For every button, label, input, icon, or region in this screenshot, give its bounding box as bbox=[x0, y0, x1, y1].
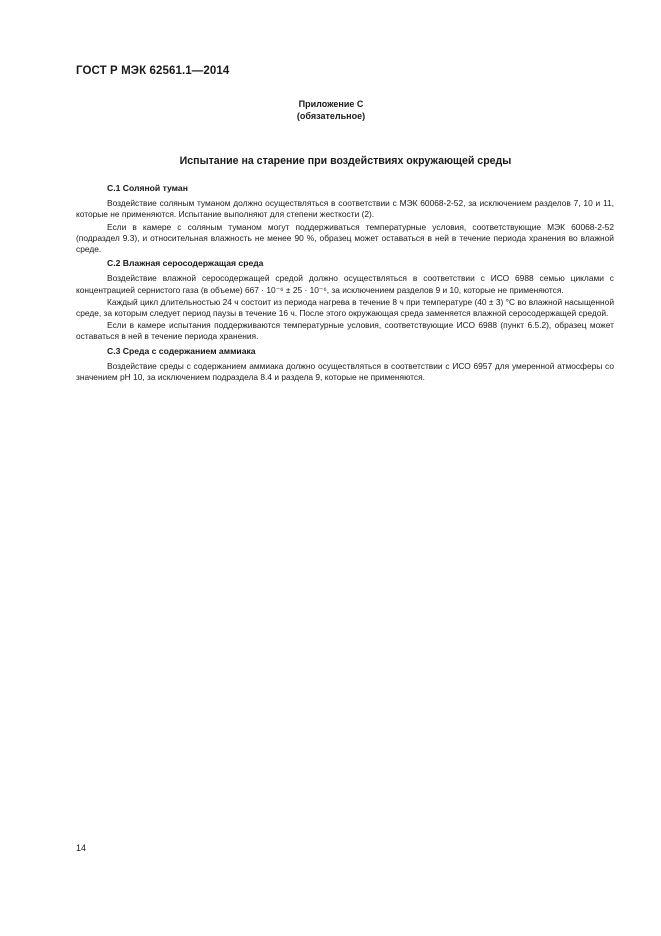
section-heading: С.3 Среда с содержанием аммиака bbox=[107, 345, 256, 356]
document-body bbox=[76, 183, 614, 386]
paragraph: Если в камере испытания поддерживаются температурные условия, соответствующие ИСО 6988 (пункт 6.5.2), образец может оставаться в ней в течение периода хранения. bbox=[76, 320, 614, 342]
page-number: 14 bbox=[76, 843, 87, 853]
section-c3 bbox=[76, 346, 614, 384]
paragraph: Воздействие соляным туманом должно осуществляться в соответствии с МЭК 60068-2-52, за исключением разделов 7, 10 и 11, которые не применяются. Испытание выполняют для степени жесткости (2). bbox=[76, 198, 614, 220]
paragraph: Если в камере с соляным туманом могут поддерживаться температурные условия, соответствующие МЭК 60068-2-52 (подраздел 9.3), и относительная влажность не менее 90 %, образец может оставаться в ней в течение периода хранения во влажной среде. bbox=[76, 221, 614, 255]
annex-label: Приложение С bbox=[298, 99, 364, 109]
paragraph: Воздействие среды с содержанием аммиака должно осуществляться в соответствии с ИСО 6957 для умеренной атмосферы со значением pH 10, за исключением подраздела 8.4 и раздела 9, которые не применяются. bbox=[76, 360, 614, 383]
section-c2 bbox=[76, 258, 614, 342]
section-heading: С.1 Соляной туман bbox=[107, 183, 188, 193]
paragraph: Каждый цикл длительностью 24 ч состоит из периода нагрева в течение 8 ч при температуре (40 ± 3) °С во влажной насыщенной среде, за которым следует период паузы в течение 16 ч. После этого окружающая среда заменяется влажной серосодержащей средой. bbox=[76, 296, 614, 319]
paragraph: Воздействие влажной серосодержащей средой должно осуществляться в соответствии с ИСО 6988 семью циклами с концентрацией сернистого газа (в объеме) 667 · 10⁻⁶ ± 25 · 10⁻⁶, за исключением разделов 9 и 10, которые не применяются. bbox=[76, 273, 614, 295]
document-id: ГОСТ Р МЭК 62561.1—2014 bbox=[76, 65, 230, 77]
section-c1 bbox=[76, 183, 614, 255]
annex-title: Испытание на старение при воздействиях окружающей среды bbox=[179, 155, 512, 167]
annex-status: (обязательное) bbox=[296, 111, 366, 121]
annex-header bbox=[0, 98, 661, 122]
section-heading: С.2 Влажная серосодержащая среда bbox=[107, 258, 264, 269]
